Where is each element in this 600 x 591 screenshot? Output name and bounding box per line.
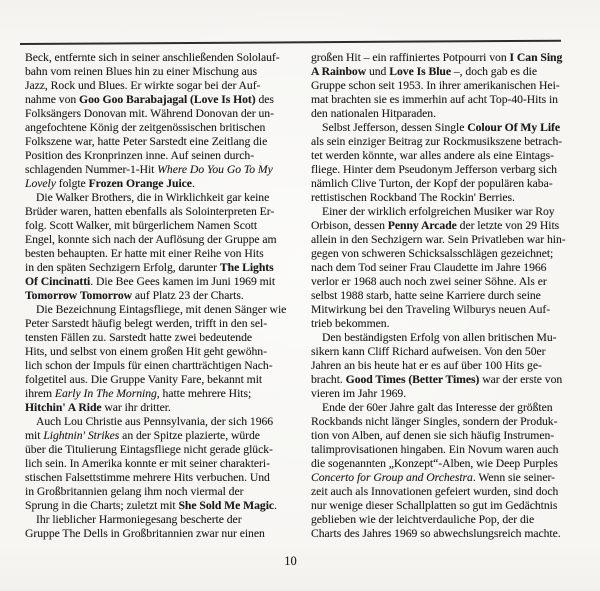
text-line xyxy=(311,121,568,135)
text-segment: mit xyxy=(25,429,44,442)
page-footer xyxy=(20,552,561,570)
text-segment: tet werden könnte, war alles andere als eine Eintags- xyxy=(311,149,555,162)
text-segment: fliege. Hinter dem Pseudonym Jefferson verbarg sich xyxy=(311,163,557,176)
text-segment: Gruppe schon seit 1953. In ihrer amerikanischen Hei- xyxy=(311,79,560,92)
text-line xyxy=(25,93,287,107)
text-line xyxy=(25,275,287,289)
text-line xyxy=(25,149,287,163)
text-segment: folgetitel aus. Die Gruppe Vanity Fare, bekannt mit xyxy=(25,373,263,386)
text-segment: selbst 1988 starb, hatte seine Karriere durch seine xyxy=(311,289,541,302)
text-line xyxy=(25,513,287,527)
italic-title-segment: Early In The Morning xyxy=(54,387,157,400)
text-segment: nahme von xyxy=(25,93,80,106)
text-segment: als sein einziger Beitrag zur Rockmusikszene betrach- xyxy=(311,135,563,148)
text-segment: mat brachten sie es immerhin auf acht Top-40-Hits in xyxy=(311,93,558,106)
text-segment: war der erste von xyxy=(479,373,563,386)
text-segment: . Wenn sie seiner- xyxy=(472,471,555,484)
bold-title-segment: Good Times (Better Times) xyxy=(345,373,480,386)
text-segment: stischen Falsettstimme mehrere Hits verbuchen. Und xyxy=(25,471,270,484)
text-line xyxy=(311,289,568,303)
text-line xyxy=(25,219,287,233)
page-number: 10 xyxy=(284,554,297,568)
text-segment: Den beständigsten Erfolg von allen britischen Mu- xyxy=(322,331,557,344)
text-line xyxy=(25,499,287,513)
text-segment: die sogenannten „Konzept“-Alben, wie Deep Purples xyxy=(311,457,558,470)
text-segment: geblieben wie der leichtverdauliche Pop, der die xyxy=(311,513,535,526)
text-segment: Orbison, dessen xyxy=(311,219,388,232)
bold-title-segment: I Can Sing xyxy=(509,51,563,64)
text-line xyxy=(311,107,568,121)
text-line xyxy=(311,261,568,275)
text-segment: Jazz, Rock und Blues. Er wirkte sogar bei der Auf- xyxy=(25,79,261,92)
text-segment: folgte xyxy=(55,177,89,190)
text-segment: Brüder waren, hatten ebenfalls als Solointerpreten Er- xyxy=(25,205,275,218)
text-line xyxy=(25,135,287,149)
text-segment: Hits, und selbst von einem großen Hit geht gewöhn- xyxy=(25,345,267,358)
text-segment: der letzte von 29 Hits xyxy=(456,219,560,232)
text-segment: Einer der wirklich erfolgreichen Musiker war Roy xyxy=(322,205,555,218)
text-segment: Ihr lieblicher Harmoniegesang bescherte der xyxy=(36,513,242,526)
text-segment: Die Bezeichnung Eintagsfliege, mit denen Sänger wie xyxy=(36,303,287,316)
text-line xyxy=(311,345,568,359)
text-line xyxy=(25,457,287,471)
bold-title-segment: Of Cincinatti xyxy=(25,275,91,288)
text-segment: tensten Fällen zu. Sarstedt hatte zwei bedeutende xyxy=(25,331,252,344)
text-segment: . xyxy=(191,177,195,190)
text-line xyxy=(25,373,287,387)
text-segment: Position des Kronprinzen inne. Auf seinen durch- xyxy=(25,149,255,162)
text-line xyxy=(25,359,287,373)
text-line xyxy=(25,163,287,177)
text-segment: Engel, konnte sich nach der Auflösung der Gruppe am xyxy=(25,233,277,246)
text-segment: auf Platz 23 der Charts. xyxy=(132,289,244,302)
text-segment: Sprung in die Charts; zuletzt mit xyxy=(25,499,179,512)
text-line xyxy=(25,191,287,205)
text-line xyxy=(311,443,568,457)
bold-title-segment: A Rainbow xyxy=(311,65,367,78)
text-line xyxy=(311,331,568,345)
bold-title-segment: Frozen Orange Juice xyxy=(88,177,192,190)
text-segment: besten behaupten. Er hatte mit einer Reihe von Hits xyxy=(25,247,264,260)
text-line xyxy=(25,121,287,135)
text-segment: Jahren an bis heute hat er es auf über 100 Hits ge- xyxy=(311,359,542,372)
bold-title-segment: Love Is Blue xyxy=(389,65,451,78)
text-segment: lich sein. In Amerika konnte er mit seiner charakteri- xyxy=(25,457,270,470)
text-segment: Folkszene war, hatte Peter Sarstedt eine Zeitlang die xyxy=(25,135,268,148)
text-line xyxy=(25,443,287,457)
text-segment: in Großbritannien gelang ihm noch viermal der xyxy=(25,485,244,498)
text-line xyxy=(311,233,568,247)
text-line xyxy=(25,415,287,429)
text-segment: Ende der 60er Jahre galt das Interesse der größten xyxy=(322,401,553,414)
text-line xyxy=(311,485,568,499)
text-line xyxy=(311,401,568,415)
text-line xyxy=(311,163,568,177)
text-line xyxy=(25,317,287,331)
text-line xyxy=(25,345,287,359)
italic-title-segment: Lovely xyxy=(25,177,56,190)
text-line xyxy=(311,219,568,233)
italic-title-segment: Concerto for Group and Orchestra xyxy=(311,471,473,484)
text-segment: den nationalen Hitparaden. xyxy=(311,107,436,120)
text-segment: Folksängers Donovan mit. Während Donovan der un- xyxy=(25,107,274,120)
text-line xyxy=(25,303,287,317)
text-line xyxy=(25,527,287,541)
text-segment: und xyxy=(366,65,390,78)
text-line xyxy=(25,107,287,121)
text-line xyxy=(311,513,568,527)
text-line xyxy=(311,303,568,317)
text-segment: sikern kann Cliff Richard aufweisen. Von den 50er xyxy=(311,345,546,358)
italic-title-segment: Lightnin' Strikes xyxy=(43,429,120,442)
bold-title-segment: She Sold Me Magic xyxy=(178,499,275,512)
text-columns xyxy=(25,51,568,541)
text-line xyxy=(25,205,287,219)
text-segment: Die Walker Brothers, die in Wirklichkeit gar keine xyxy=(36,191,270,204)
text-line xyxy=(311,191,568,205)
bold-title-segment: Goo Goo Barabajagal (Love Is Hot) xyxy=(79,93,256,106)
text-segment: über die Titulierung Eintagsfliege nicht gerade glück- xyxy=(25,443,273,456)
text-segment: an der Spitze plazierte, würde xyxy=(119,429,260,442)
text-segment: vieren im Jahr 1969. xyxy=(311,387,407,400)
text-segment: Gruppe The Dells in Großbritannien zwar nur einen xyxy=(25,527,265,540)
text-segment: lich schon der Impuls für einen chartträchtigen Nach- xyxy=(25,359,273,372)
text-line xyxy=(25,261,287,275)
text-line xyxy=(311,51,568,65)
text-line xyxy=(25,79,287,93)
italic-title-segment: Where Do You Go To My xyxy=(157,163,273,176)
text-segment: allein in den Sechzigern war. Sein Privatleben war hin- xyxy=(311,233,566,246)
text-segment: rettistischen Rockband The Rockin' Berries. xyxy=(311,191,515,204)
text-line xyxy=(311,275,568,289)
text-segment: . Die Bee Gees kamen im Juni 1969 mit xyxy=(90,275,276,288)
bold-title-segment: Penny Arcade xyxy=(387,219,457,232)
text-line xyxy=(25,401,287,415)
text-segment: tion von Alben, auf denen sie sich häufig Instrumen- xyxy=(311,429,555,442)
text-segment: nämlich Clive Turton, der Kopf der populären kaba- xyxy=(311,177,553,190)
text-segment: , hatte mehrere Hits; xyxy=(156,387,252,400)
text-line xyxy=(311,79,568,93)
text-line xyxy=(25,289,287,303)
text-segment: bahn vom reinen Blues hin zu einer Mischung aus xyxy=(25,65,257,78)
text-segment: –, doch gab es die xyxy=(450,65,538,78)
text-line xyxy=(311,387,568,401)
text-segment: Beck, entfernte sich in seiner anschließenden Sololauf- xyxy=(25,51,280,64)
text-segment: trieb bekommen. xyxy=(311,317,390,330)
bold-title-segment: Colour Of My Life xyxy=(467,121,560,134)
text-segment: . xyxy=(274,499,277,512)
bold-title-segment: Hitchin' A Ride xyxy=(25,401,102,414)
text-segment: zeit auch als Innovationen gefeiert wurden, sind doch xyxy=(311,485,559,498)
text-segment: war ihr dritter. xyxy=(101,401,171,414)
left-text-column xyxy=(25,51,287,541)
text-segment: schlagenden Nummer-1-Hit xyxy=(25,163,158,176)
text-line xyxy=(25,331,287,345)
text-segment: talimprovisationen hingaben. Ein Novum waren auch xyxy=(311,443,559,456)
text-line xyxy=(311,247,568,261)
text-segment: bracht. xyxy=(311,373,346,386)
bold-title-segment: The Lights xyxy=(219,261,274,274)
text-line xyxy=(25,387,287,401)
text-line xyxy=(311,93,568,107)
text-line xyxy=(25,429,287,443)
text-line xyxy=(25,485,287,499)
right-text-column xyxy=(311,51,568,541)
text-segment: des xyxy=(255,93,274,106)
text-segment: angefochtene König der zeitgenössischen britischen xyxy=(25,121,266,134)
text-line xyxy=(25,247,287,261)
text-line xyxy=(311,499,568,513)
text-line xyxy=(311,527,568,541)
bold-title-segment: Tomorrow Tomorrow xyxy=(25,289,133,302)
text-segment: ihrem xyxy=(25,387,55,400)
text-segment: verlor er 1968 auch noch zwei seiner Söhne. Als er xyxy=(311,275,547,288)
text-segment: in den späten Sechzigern Erfolg, darunter xyxy=(25,261,220,274)
text-segment: Selbst Jefferson, dessen Single xyxy=(322,121,468,134)
text-segment: Rockbands nicht länger Singles, sondern der Produk- xyxy=(311,415,558,428)
text-line xyxy=(311,457,568,471)
text-line xyxy=(25,471,287,485)
text-segment: Auch Lou Christie aus Pennsylvania, der sich 1966 xyxy=(36,415,274,428)
text-line xyxy=(25,51,287,65)
text-segment: gegen von schweren Schicksalsschlägen gezeichnet; xyxy=(311,247,554,260)
text-line xyxy=(311,373,568,387)
text-line xyxy=(311,177,568,191)
text-line xyxy=(311,359,568,373)
text-line xyxy=(311,429,568,443)
text-line xyxy=(25,65,287,79)
text-line xyxy=(311,149,568,163)
text-segment: Mitwirkung bei den Traveling Wilburys neuen Auf- xyxy=(311,303,551,316)
text-line xyxy=(311,317,568,331)
text-segment: Peter Sarstedt häufig belegt werden, trifft in den sel- xyxy=(25,317,268,330)
text-segment: folg. Scott Walker, mit bürgerlichem Namen Scott xyxy=(25,219,258,232)
text-line xyxy=(25,177,287,191)
text-segment: nach dem Tod seiner Frau Claudette im Jahre 1966 xyxy=(311,261,547,274)
text-line xyxy=(311,135,568,149)
text-line xyxy=(311,415,568,429)
text-line xyxy=(311,65,568,79)
text-segment: nur wenige dieser Schallplatten so gut im Gedächtnis xyxy=(311,499,558,512)
text-line xyxy=(25,233,287,247)
header-rule xyxy=(20,40,561,45)
text-segment: großen Hit – ein raffiniertes Potpourri von xyxy=(311,51,510,64)
text-segment: Charts des Jahres 1969 so abwechslungsreich machte. xyxy=(311,527,561,540)
text-line xyxy=(311,205,568,219)
text-line xyxy=(311,471,568,485)
